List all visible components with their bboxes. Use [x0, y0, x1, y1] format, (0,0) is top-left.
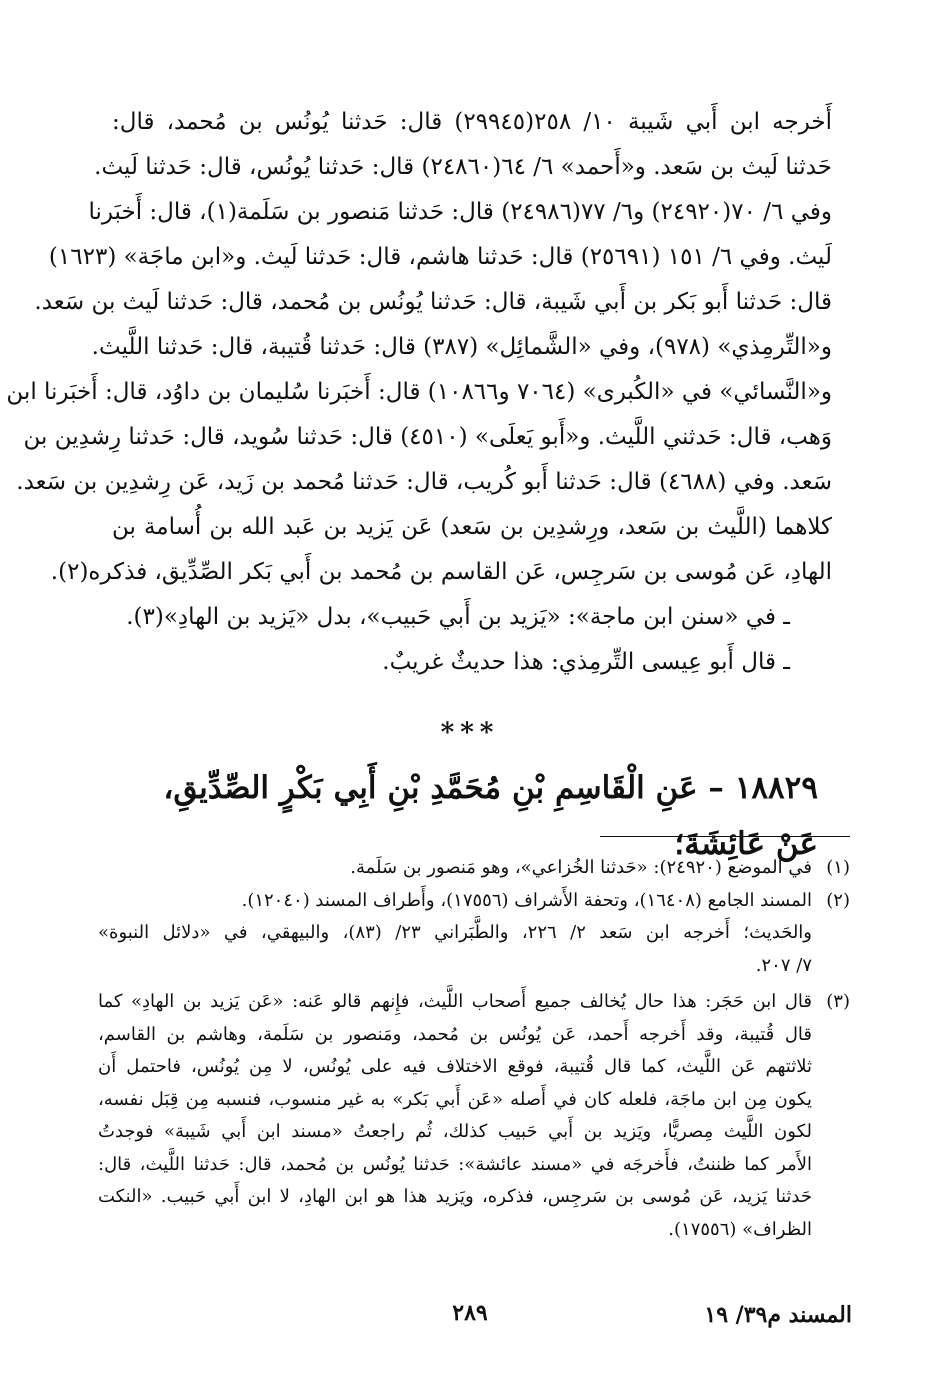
footnote-line: قال ابن حَجَر: هذا حال يُخالف جميع أَصحاب اللَّيث، فإِنهم قالو عَنه: «عَن يَزيد بن الهادِ» كما	[98, 991, 812, 1012]
main-text-line: لَيث. وفي ٦/ ١٥١ (٢٥٦٩١) قال: حَدثنا هاشم، قال: حَدثنا لَيث. و«ابن ماجَة» (١٦٢٣)	[48, 244, 832, 270]
footnote-line: يكون مِن ابن ماجَة، فلعله كان في أَصله «عَن أَبي بَكر» به غير منسوب، فنسبه مِن قِبَل نفسه،	[98, 1088, 812, 1110]
main-text-line: و«التِّرمِذي» (٩٧٨)، وفي «الشَّمائِل» (٣٨٧) قال: حَدثنا قُتيبة، قال: حَدثنا اللَّيث.	[91, 334, 832, 360]
footnote-number: (١)	[826, 857, 850, 878]
volume-signature: المسند م٣٩/ ١٩	[704, 1302, 852, 1328]
page-number: ٢٨٩	[452, 1300, 488, 1326]
footnote-number: (٣)	[826, 991, 850, 1012]
main-text-line: وَهب، قال: حَدثني اللَّيث. و«أَبو يَعلَى» (٤٥١٠) قال: حَدثنا سُويد، قال: حَدثنا رِشدِين بن	[23, 424, 832, 450]
footnote-line: المسند الجامع (١٦٤٠٨)، وتحفة الأَشراف (١٧٥٥٦)، وأَطراف المسند (١٢٠٤٠).	[241, 889, 812, 911]
footnote-divider	[600, 836, 850, 837]
main-text-line: قال: حَدثنا أَبو بَكر بن أَبي شَيبة، قال: حَدثنا يُونُس بن مُحمد، قال: حَدثنا لَيث بن سَعد.	[34, 289, 832, 315]
hadith-heading: ١٨٨٢٩ – عَنِ الْقَاسِمِ بْنِ مُحَمَّدِ بْنِ أَبِي بَكْرٍ الصِّدِّيقِ، عَنْ عَائِشَةَ؛	[163, 770, 818, 862]
footnote-line: والحَديث؛ أَخرجه ابن سَعد ٢/ ٢٢٦، والطَّبَراني ٢٣/ (٨٣)، والبيهقي، في «دلائل النبوة»	[98, 922, 812, 943]
footnote-line: ٧/ ٢٠٧.	[755, 954, 812, 976]
footnote-line: لكون اللَّيث مِصريًّا، ويَزيد بن أَبي حَبيب كذلك، ثُم راجعتُ «مسند ابن أَبي شَيبة» فوجدتُ	[98, 1121, 812, 1142]
main-text-line: سَعد. وفي (٤٦٨٨) قال: حَدثنا أَبو كُريب، قال: حَدثنا مُحمد بن زَيد، عَن رِشدِين بن سَعد.	[16, 469, 832, 495]
footnote	[98, 852, 850, 885]
footnotes	[98, 852, 850, 1246]
page-footer	[0, 1300, 940, 1340]
chain-paragraph-line: كلاهما (اللَّيث بن سَعد، ورِشدِين بن سَعد) عَن يَزيد بن عَبد الله بن أُسامة بن	[112, 514, 832, 540]
footnote	[98, 885, 850, 983]
main-text-line: وفي ٦/ ٧٠(٢٤٩٢٠) و٦/ ٧٧(٢٤٩٨٦) قال: حَدثنا مَنصور بن سَلَمة(١)، قال: أَخبَرنا	[88, 199, 832, 225]
footnote-line: الظراف» (١٧٥٥٦).	[668, 1218, 812, 1240]
chain-paragraph-line: الهادِ، عَن مُوسى بن سَرجِس، عَن القاسم بن مُحمد بن أَبي بَكر الصِّدِّيق، فذكره(٢).	[50, 559, 832, 585]
main-text-line: و«النَّسائي» في «الكُبرى» (٧٠٦٤ و١٠٨٦٦) قال: أَخبَرنا سُليمان بن داوُد، قال: أَخبَرنا ابن	[6, 379, 832, 405]
main-text	[6, 100, 833, 685]
footnote-line: في الموضع (٢٤٩٢٠): «حَدثنا الخُزاعي»، وهو مَنصور بن سَلَمة.	[350, 857, 812, 878]
remark-line: ـ قال أَبو عِيسى التِّرمِذي: هذا حديثٌ غريبٌ.	[382, 649, 790, 675]
footnote-line: حَدثنا يَزيد، عَن مُوسى بن سَرجِس، فذكره، ويَزيد هذا هو ابن الهادِ، لا ابن أَبي حَبيب. «النكت	[98, 1186, 812, 1207]
section-separator: ***	[440, 718, 500, 748]
remark-line: ـ في «سنن ابن ماجة»: «يَزيد بن أَبي حَبيب»، بدل «يَزيد بن الهادِ»(٣).	[126, 604, 790, 630]
footnote-line: الأَمر كما ظننتُ، فأَخرجَه في «مسند عائشة»: حَدثنا يُونُس بن مُحمد، قال: حَدثنا اللَّيث، قال:	[98, 1153, 812, 1175]
footnote-number: (٢)	[826, 889, 850, 911]
footnote	[98, 986, 850, 1246]
footnote-line: ثلاثتهم عَن اللَّيث، كما قال قُتيبة، فوقع الاختلاف فيه على يُونُس، لا مِن يُونُس، فاحتمل أَن	[98, 1056, 812, 1077]
footnote-line: قال قُتيبة، وقد أَخرجه أَحمد، عَن يُونُس بن مُحمد، ومَنصور بن سَلَمة، وهاشم بن القاسم،	[98, 1023, 812, 1045]
main-text-line: حَدثنا لَيث بن سَعد. و«أَحمد» ٦/ ٦٤(٢٤٨٦٠) قال: حَدثنا يُونُس، قال: حَدثنا لَيث.	[94, 154, 832, 180]
main-text-line: أَخرجه ابن أَبي شَيبة ١٠/ ٢٥٨(٢٩٩٤٥) قال: حَدثنا يُونُس بن مُحمد، قال:	[112, 109, 833, 135]
